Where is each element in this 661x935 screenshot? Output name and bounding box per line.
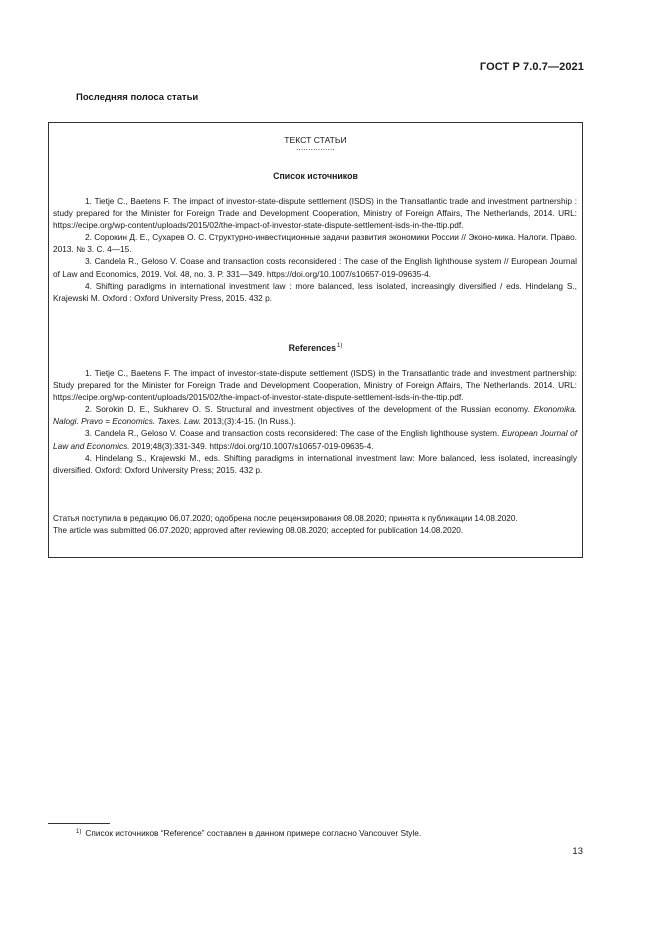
article-last-page-frame xyxy=(48,122,583,558)
page-number: 13 xyxy=(572,846,583,857)
en-references-heading xyxy=(49,343,582,353)
publication-dates-en: The article was submitted 06.07.2020; approved after reviewing 08.08.2020; accepted for publication 14.08.2020. xyxy=(53,526,464,535)
en-references-heading-text: References xyxy=(288,343,337,353)
footnote-separator xyxy=(48,823,110,824)
ru-reference-item: 2. Сорокин Д. Е., Сухарев О. С. Структурно-инвестиционные задачи развития экономики России // Эконо-мика. Налоги. Право. 2013. № 3. С. 4—15. xyxy=(53,232,577,255)
publication-dates-ru: Статья поступила в редакцию 06.07.2020; одобрена после рецензирования 08.08.2020; принята к публикации 14.08.2020. xyxy=(53,514,518,523)
section-heading: Последняя полоса статьи xyxy=(76,92,199,103)
ru-reference-item: 1. Tietje C., Baetens F. The impact of investor-state-dispute settlement (ISDS) in the Transatlantic trade and investment partnership : study prepared for the Minister for Foreign Trade and Development Cooperation, Ministry of Foreign Affairs, The Netherlands, 2014. URL: https://ecipe.org/wp-content/uploads/2015/02/the-impact-of-investor-state-dispute-settlement-isds-in-the-ttip.pdf. xyxy=(53,196,577,231)
article-text-title: ТЕКСТ СТАТЬИ xyxy=(284,135,347,145)
footnote-mark: 1) xyxy=(76,829,82,835)
en-reference-item: 1. Tietje C., Baetens F. The impact of investor-state-dispute settlement (ISDS) in the Transatlantic trade and investment partnership: Study prepared for the Minister for Foreign Trade and Development Cooperation, Ministry of Foreign Affairs, The Netherlands. 2014. URL: https://ecipe.org/wp-content/uploads/2015/02/the-impact-of-investor-state-dispute-settlement-isds-in-the-ttip.pdf. xyxy=(53,368,577,403)
en-reference-item: 2. Sorokin D. E., Sukharev O. S. Structural and investment objectives of the development of the Russian economy. Ekonomika. Nalogi. Pravo = Economics. Taxes. Law. 2013;(3):4-15. (In Russ.). xyxy=(53,404,577,427)
ru-reference-item: 4. Shifting paradigms in international investment law : more balanced, less isolated, increasingly diversified / eds. Hindelang S., Krajewski M. Oxford : Oxford University Press, 2015. 432 p. xyxy=(53,280,577,303)
footnote xyxy=(76,828,421,838)
en-reference-item: 3. Candela R., Geloso V. Coase and transaction costs reconsidered: The case of the English lighthouse system. European Journal of Law and Economics. 2019;48(3):331-349. https://doi.org/10.1007/s10657-019-09635-4. xyxy=(53,428,577,451)
footnote-text: Список источников “Reference” составлен в данном примере согласно Vancouver Style. xyxy=(85,828,422,838)
ru-references-heading: Список источников xyxy=(273,171,358,181)
en-reference-item: 4. Hindelang S., Krajewski M., eds. Shifting paradigms in international investment law: More balanced, less isolated, increasingly diversified. Oxford: Oxford University Press; 2015. 432 p. xyxy=(53,452,577,475)
article-text-ellipsis: ................ xyxy=(296,143,335,152)
standard-code: ГОСТ Р 7.0.7—2021 xyxy=(479,61,584,73)
ru-reference-item: 3. Candela R., Geloso V. Coase and transaction costs reconsidered : The case of the English lighthouse system // European Journal of Law and Economics, 2019. Vol. 48, no. 3. P. 331—349. https://doi.org/10.1007/s10657-019-09635-4. xyxy=(53,256,577,279)
publication-dates xyxy=(53,513,579,537)
footnote-reference-mark: 1) xyxy=(337,343,343,349)
en-references-list xyxy=(53,367,577,476)
ru-references-list xyxy=(53,195,577,304)
